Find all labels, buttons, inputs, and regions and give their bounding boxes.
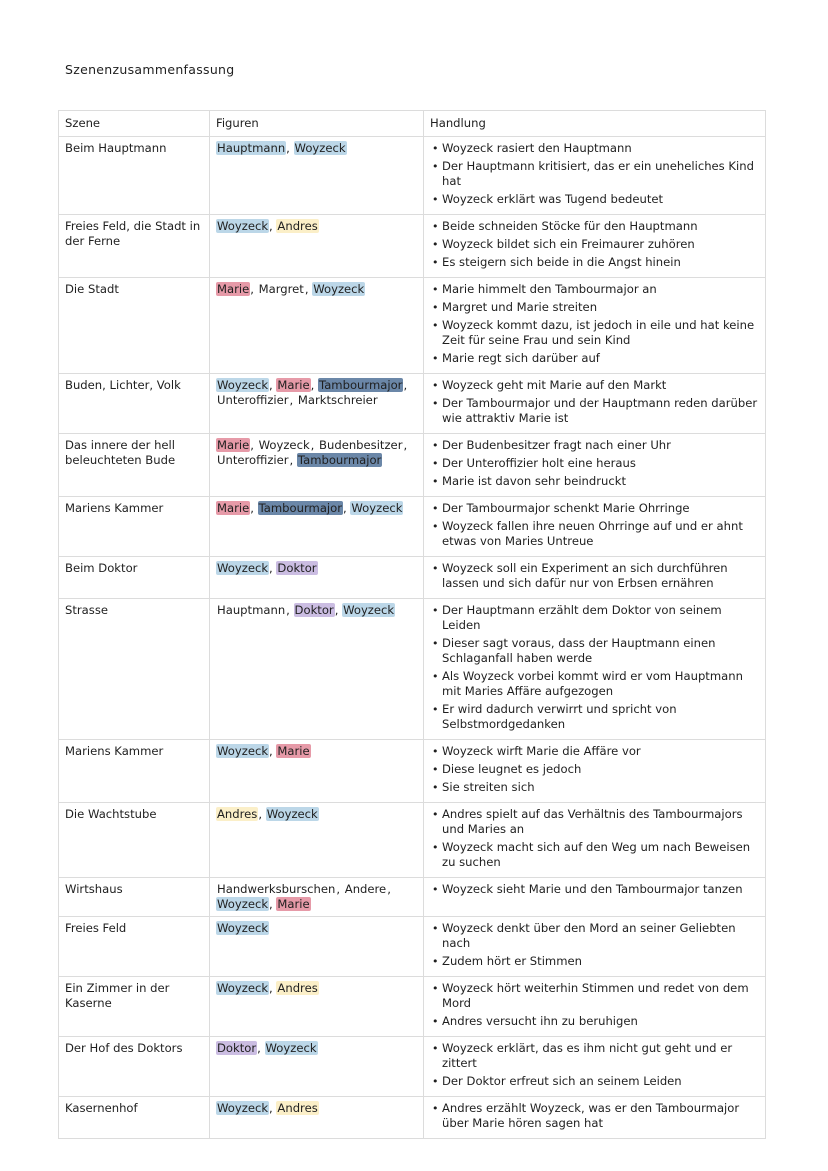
scene-cell: Freies Feld, die Stadt in der Ferne [59, 215, 210, 278]
figure-name: Marie [277, 378, 310, 392]
figure-name: Woyzeck [217, 561, 269, 575]
figure-separator: , [403, 438, 408, 452]
figure-separator: , [250, 501, 258, 515]
plot-list [430, 744, 759, 795]
figures-cell [210, 803, 424, 878]
plot-cell [424, 803, 766, 878]
plot-cell [424, 917, 766, 977]
list-item: • Als Woyzeck vorbei kommt wird er vom Hauptmann mit Maries Affäre aufgezogen [430, 669, 759, 699]
list-item: • Der Hauptmann kritisiert, das er ein uneheliches Kind hat [430, 159, 759, 189]
scene-cell: Das innere der hell beleuchteten Bude [59, 434, 210, 497]
plot-cell [424, 878, 766, 917]
page-title: Szenenzusammenfassung [65, 62, 235, 77]
figure-name: Woyzeck [217, 897, 269, 911]
figure-name: Doktor [217, 1041, 257, 1055]
list-item: • Woyzeck wirft Marie die Affäre vor [430, 744, 759, 759]
figure-separator: , [403, 378, 408, 392]
figure-name: Woyzeck [258, 438, 310, 452]
figure-separator: , [334, 603, 343, 617]
figure-name: Woyzeck [313, 282, 365, 296]
figure-name: Budenbesitzer [319, 438, 403, 452]
figures-cell [210, 374, 424, 434]
figure-separator: , [289, 393, 297, 407]
plot-list [430, 603, 759, 732]
table-row [59, 917, 766, 977]
figure-name: Woyzeck [343, 603, 395, 617]
figures-cell [210, 740, 424, 803]
scene-cell: Kasernenhof [59, 1097, 210, 1139]
figure-name: Hauptmann [217, 141, 286, 155]
figure-name: Woyzeck [217, 378, 269, 392]
figure-name: Marie [217, 282, 250, 296]
plot-cell [424, 557, 766, 599]
list-item: • Marie regt sich darüber auf [430, 351, 759, 366]
list-item: • Diese leugnet es jedoch [430, 762, 759, 777]
table-row [59, 137, 766, 215]
figure-separator: , [387, 882, 391, 896]
figure-name: Margret [258, 282, 304, 296]
table-row [59, 278, 766, 374]
list-item: • Marie himmelt den Tambourmajor an [430, 282, 759, 297]
figure-name: Andres [217, 807, 258, 821]
plot-cell [424, 1097, 766, 1139]
figures-cell [210, 917, 424, 977]
list-item: • Woyzeck geht mit Marie auf den Markt [430, 378, 759, 393]
plot-list [430, 378, 759, 426]
figure-name: Marktschreier [297, 393, 378, 407]
figure-separator: , [269, 981, 277, 995]
list-item: • Andres versucht ihn zu beruhigen [430, 1014, 759, 1029]
plot-list [430, 438, 759, 489]
table-row [59, 599, 766, 740]
figure-name: Doktor [294, 603, 334, 617]
plot-cell [424, 215, 766, 278]
figure-separator: , [310, 378, 319, 392]
figure-separator: , [304, 282, 313, 296]
scene-cell: Buden, Lichter, Volk [59, 374, 210, 434]
plot-cell [424, 599, 766, 740]
plot-list [430, 807, 759, 870]
list-item: • Woyzeck hört weiterhin Stimmen und redet von dem Mord [430, 981, 759, 1011]
plot-cell [424, 1037, 766, 1097]
plot-cell [424, 740, 766, 803]
list-item: • Woyzeck bildet sich ein Freimaurer zuhören [430, 237, 759, 252]
figures-cell [210, 137, 424, 215]
figure-separator: , [257, 1041, 265, 1055]
plot-list [430, 1101, 759, 1131]
plot-list [430, 282, 759, 366]
table-header-row [59, 111, 766, 137]
scene-cell: Der Hof des Doktors [59, 1037, 210, 1097]
table-row [59, 977, 766, 1037]
scene-cell: Freies Feld [59, 917, 210, 977]
table-row [59, 803, 766, 878]
plot-cell [424, 434, 766, 497]
figure-separator: , [250, 438, 258, 452]
table-row [59, 374, 766, 434]
list-item: • Beide schneiden Stöcke für den Hauptmann [430, 219, 759, 234]
figure-name: Tambourmajor [258, 501, 343, 515]
figure-name: Marie [277, 897, 310, 911]
scene-cell: Mariens Kammer [59, 497, 210, 557]
list-item: • Der Budenbesitzer fragt nach einer Uhr [430, 438, 759, 453]
figures-cell [210, 278, 424, 374]
figure-name: Woyzeck [351, 501, 403, 515]
list-item: • Woyzeck erklärt, das es ihm nicht gut geht und er zittert [430, 1041, 759, 1071]
figure-separator: , [250, 282, 258, 296]
figure-separator: , [336, 882, 344, 896]
plot-cell [424, 497, 766, 557]
list-item: • Woyzeck sieht Marie und den Tambourmajor tanzen [430, 882, 759, 897]
figure-name: Woyzeck [217, 219, 269, 233]
figure-name: Marie [277, 744, 310, 758]
figure-separator: , [343, 501, 351, 515]
list-item: • Der Unteroffizier holt eine heraus [430, 456, 759, 471]
list-item: • Der Tambourmajor und der Hauptmann reden darüber wie attraktiv Marie ist [430, 396, 759, 426]
column-header-scene: Szene [59, 111, 210, 137]
figure-separator: , [310, 438, 319, 452]
list-item: • Andres erzählt Woyzeck, was er den Tambourmajor über Marie hören sagen hat [430, 1101, 759, 1131]
plot-list [430, 219, 759, 270]
figure-name: Tambourmajor [319, 378, 403, 392]
figure-name: Marie [217, 501, 250, 515]
table-row [59, 434, 766, 497]
figure-name: Tambourmajor [297, 453, 382, 467]
list-item: • Es steigern sich beide in die Angst hinein [430, 255, 759, 270]
figure-separator: , [286, 603, 294, 617]
plot-cell [424, 137, 766, 215]
table-row [59, 1097, 766, 1139]
plot-list [430, 561, 759, 591]
list-item: • Der Tambourmajor schenkt Marie Ohrringe [430, 501, 759, 516]
figures-cell [210, 1037, 424, 1097]
figure-name: Unteroffizier [217, 393, 289, 407]
figure-name: Andres [277, 1101, 318, 1115]
figure-name: Andere [344, 882, 387, 896]
list-item: • Der Doktor erfreut sich an seinem Leiden [430, 1074, 759, 1089]
plot-cell [424, 977, 766, 1037]
figure-name: Andres [277, 981, 318, 995]
figures-cell [210, 1097, 424, 1139]
figure-name: Marie [217, 438, 250, 452]
figure-separator: , [269, 378, 277, 392]
list-item: • Woyzeck kommt dazu, ist jedoch in eile und hat keine Zeit für seine Frau und sein Kind [430, 318, 759, 348]
table-row [59, 215, 766, 278]
figure-separator: , [269, 897, 277, 911]
list-item: • Woyzeck denkt über den Mord an seiner Geliebten nach [430, 921, 759, 951]
list-item: • Marie ist davon sehr beindruckt [430, 474, 759, 489]
plot-cell [424, 374, 766, 434]
list-item: • Andres spielt auf das Verhältnis des Tambourmajors und Maries an [430, 807, 759, 837]
scene-cell: Wirtshaus [59, 878, 210, 917]
scene-cell: Strasse [59, 599, 210, 740]
figure-separator: , [289, 453, 297, 467]
table-body [59, 137, 766, 1139]
list-item: • Woyzeck erklärt was Tugend bedeutet [430, 192, 759, 207]
figures-cell [210, 878, 424, 917]
plot-cell [424, 278, 766, 374]
plot-list [430, 921, 759, 969]
list-item: • Dieser sagt voraus, dass der Hauptmann einen Schlaganfall haben werde [430, 636, 759, 666]
figure-name: Woyzeck [217, 981, 269, 995]
figure-name: Andres [277, 219, 318, 233]
figures-cell [210, 557, 424, 599]
list-item: • Zudem hört er Stimmen [430, 954, 759, 969]
figures-cell [210, 497, 424, 557]
figure-separator: , [269, 219, 277, 233]
figure-name: Woyzeck [294, 141, 346, 155]
list-item: • Woyzeck rasiert den Hauptmann [430, 141, 759, 156]
table-row [59, 878, 766, 917]
figure-separator: , [258, 807, 266, 821]
list-item: • Woyzeck soll ein Experiment an sich durchführen lassen und sich dafür nur von Erbsen ernähren [430, 561, 759, 591]
list-item: • Woyzeck fallen ihre neuen Ohrringe auf und er ahnt etwas von Maries Untreue [430, 519, 759, 549]
table-row [59, 557, 766, 599]
table-row [59, 1037, 766, 1097]
figures-cell [210, 215, 424, 278]
scene-cell: Die Wachtstube [59, 803, 210, 878]
plot-list [430, 981, 759, 1029]
figure-name: Woyzeck [265, 1041, 317, 1055]
table-row [59, 497, 766, 557]
column-header-figures: Figuren [210, 111, 424, 137]
plot-list [430, 501, 759, 549]
figure-separator: , [286, 141, 294, 155]
scene-summary-table [58, 110, 766, 1139]
figure-name: Woyzeck [217, 1101, 269, 1115]
figure-name: Woyzeck [266, 807, 318, 821]
scene-cell: Ein Zimmer in der Kaserne [59, 977, 210, 1037]
figure-separator: , [269, 744, 277, 758]
list-item: • Der Hauptmann erzählt dem Doktor von seinem Leiden [430, 603, 759, 633]
list-item: • Woyzeck macht sich auf den Weg um nach Beweisen zu suchen [430, 840, 759, 870]
figure-name: Woyzeck [217, 921, 269, 935]
plot-list [430, 141, 759, 207]
figure-name: Doktor [277, 561, 317, 575]
figure-name: Handwerksburschen [217, 882, 336, 896]
figures-cell [210, 434, 424, 497]
figure-name: Woyzeck [217, 744, 269, 758]
scene-cell: Beim Doktor [59, 557, 210, 599]
figures-cell [210, 599, 424, 740]
scene-cell: Beim Hauptmann [59, 137, 210, 215]
figure-name: Hauptmann [217, 603, 286, 617]
list-item: • Er wird dadurch verwirrt und spricht von Selbstmordgedanken [430, 702, 759, 732]
plot-list [430, 1041, 759, 1089]
figures-cell [210, 977, 424, 1037]
scene-cell: Mariens Kammer [59, 740, 210, 803]
figure-separator: , [269, 561, 277, 575]
plot-list [430, 882, 759, 897]
table-row [59, 740, 766, 803]
list-item: • Sie streiten sich [430, 780, 759, 795]
figure-separator: , [269, 1101, 277, 1115]
figure-name: Unteroffizier [217, 453, 289, 467]
column-header-plot: Handlung [424, 111, 766, 137]
scene-cell: Die Stadt [59, 278, 210, 374]
list-item: • Margret und Marie streiten [430, 300, 759, 315]
